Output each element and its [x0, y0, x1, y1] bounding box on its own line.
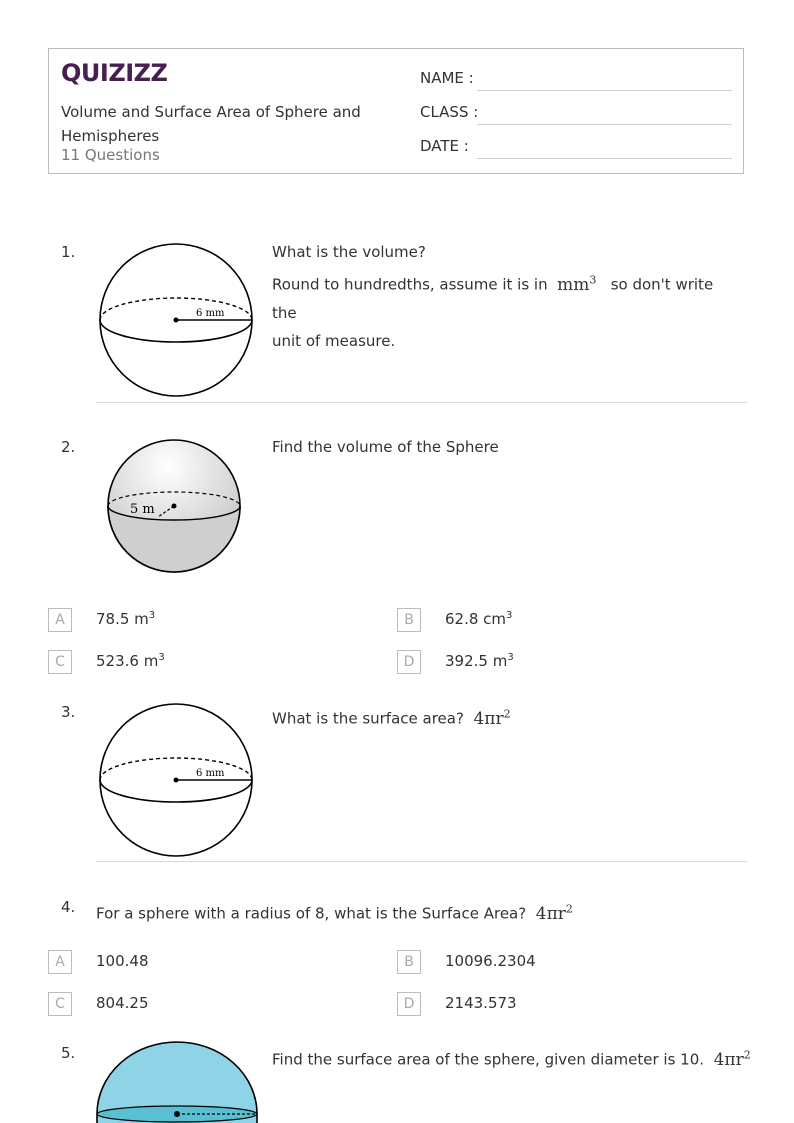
date-line — [477, 158, 732, 159]
option-value: 392.5 $m^3$ — [445, 652, 514, 670]
name-field[interactable] — [420, 69, 732, 91]
separator — [96, 861, 747, 862]
worksheet-header — [48, 48, 744, 174]
class-line — [477, 124, 732, 125]
option-value: 62.8 $cm^3$ — [445, 610, 513, 628]
quizizz-logo: QUIZIZZ — [61, 59, 168, 87]
option-value: 100.48 — [96, 952, 149, 970]
unit-mm3: $mm^3$ — [557, 273, 597, 295]
class-field[interactable] — [420, 103, 732, 125]
question-1-text — [272, 238, 742, 355]
question-4-text: For a sphere with a radius of 8, what is the Surface Area? $4\pi r^2$ — [96, 902, 573, 924]
option-value: 10096.2304 — [445, 952, 536, 970]
option-letter: B — [397, 950, 421, 974]
question-3-number: 3. — [61, 703, 76, 721]
option-letter: C — [48, 992, 72, 1016]
class-label: CLASS : — [420, 103, 479, 121]
question-1-line2-post: so don't write the — [272, 275, 714, 322]
question-1-line1: What is the volume? — [272, 243, 426, 261]
option-letter: B — [397, 608, 421, 632]
option-value: 78.5 $m^3$ — [96, 610, 156, 628]
question-3-text: What is the surface area? $4\pi r^2$ — [272, 707, 511, 729]
shaded-sphere-figure-q2 — [104, 437, 244, 577]
hemisphere-figure-q5 — [94, 1040, 260, 1123]
option-letter: A — [48, 608, 72, 632]
radius-label-q1: 6 mm — [196, 308, 225, 319]
question-1-line2-pre: Round to hundredths, assume it is in — [272, 275, 548, 294]
question-2-text: Find the volume of the Sphere — [272, 438, 499, 456]
date-field[interactable] — [420, 137, 732, 159]
radius-label-q3: 6 mm — [196, 768, 225, 779]
name-label: NAME : — [420, 69, 474, 87]
question-count: 11 Questions — [61, 146, 160, 164]
date-label: DATE : — [420, 137, 469, 155]
question-1-number: 1. — [61, 243, 76, 261]
sphere-figure-q3 — [96, 700, 260, 860]
radius-label-q2: 5 m — [130, 502, 155, 517]
name-line — [477, 90, 732, 91]
option-letter: D — [397, 650, 421, 674]
sphere-figure-q1 — [96, 240, 260, 400]
option-value: 2143.573 — [445, 994, 517, 1012]
question-5-text: Find the surface area of the sphere, given diameter is 10. $4\pi r^2$ — [272, 1048, 751, 1070]
option-letter: D — [397, 992, 421, 1016]
question-5-number: 5. — [61, 1044, 76, 1062]
question-2-number: 2. — [61, 438, 76, 456]
separator — [96, 402, 747, 403]
worksheet-title: Volume and Surface Area of Sphere and Hemispheres — [61, 103, 361, 145]
option-value: 523.6 $m^3$ — [96, 652, 165, 670]
option-letter: A — [48, 950, 72, 974]
option-value: 804.25 — [96, 994, 149, 1012]
question-4-number: 4. — [61, 898, 76, 916]
formula-4pir2: $4\pi r^2$ — [713, 1048, 751, 1070]
question-1-line3: unit of measure. — [272, 331, 396, 350]
formula-4pir2: $4\pi r^2$ — [535, 902, 573, 924]
option-letter: C — [48, 650, 72, 674]
formula-4pir2: $4\pi r^2$ — [473, 707, 511, 729]
